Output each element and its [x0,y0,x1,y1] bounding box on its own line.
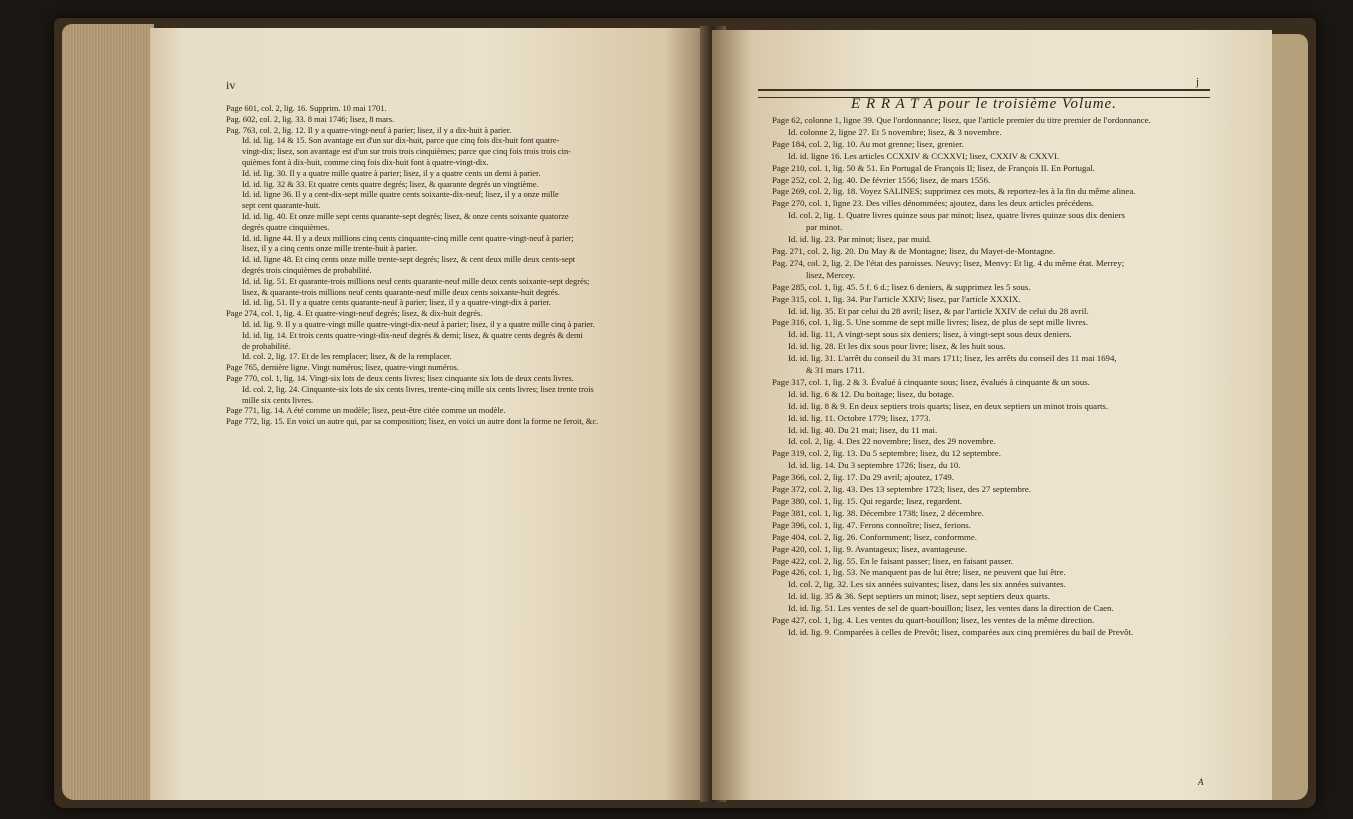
errata-line: Page 404, col. 2, lig. 26. Conformment; lisez, conformme. [772,531,977,542]
errata-line: Id. colonne 2, ligne 27. Et 5 novembre; lisez, & 3 novembre. [788,126,1002,137]
errata-line: Page 396, col. 1, lig. 47. Ferons connoître; lisez, ferions. [772,519,971,530]
errata-line: Id. id. lig. 32 & 33. Et quatre cents quatre degrés; lisez, & quarante degrés un vingtième. [242,178,539,189]
errata-line: Id. col. 2, lig. 32. Les six années suivantes; lisez, dans les six années suivantes. [788,579,1066,590]
errata-line: Id. id. ligne 36. Il y a cent-dix-sept mille quatre cents soixante-dix-neuf; lisez, il y a onze mille [242,189,559,200]
errata-line: Id. id. lig. 6 & 12. Du boitage; lisez, du botage. [788,388,955,399]
errata-line: lisez, & quarante-trois millions neuf cents quarante-neuf mille deux cents soixante-huit degrés. [242,286,560,297]
errata-line: Id. id. lig. 23. Par minot; lisez, par muid. [788,234,932,245]
errata-line: Id. id. lig. 9. Comparées à celles de Prevôt; lisez, comparées aux cinq premières du bail de Prevôt. [788,626,1134,637]
errata-line: Page 422, col. 2, lig. 55. En le faisant passer; lisez, en faisant passer. [772,555,1013,566]
errata-line: Page 210, col. 1, lig. 50 & 51. En Portugal de François II; lisez, de François II. En Portugal. [772,162,1095,173]
errata-title: E R R A T A pour le troisième Volume. [851,96,1117,112]
errata-line: Page 270, col. 1, ligne 23. Des villes dénommées; ajoutez, dans les deux articles précédens. [772,198,1094,209]
errata-line: degrés quatre cinquièmes. [242,221,330,232]
errata-line: Page 252, col. 2, lig. 40. De février 1556; lisez, de mars 1556. [772,174,991,185]
errata-line: Page 765, dernière ligne. Vingt numéros; lisez, quatre-vingt numéros. [226,362,459,373]
errata-line: Id. id. ligne 48. Et cinq cents onze mille trente-sept degrés; lisez, & cent deux mille deux cents-sept [242,254,576,265]
errata-line: Page 366, col. 2, lig. 17. Du 29 avril; ajoutez, 1749. [772,472,955,483]
errata-line: Id. id. lig. 40. Et onze mille sept cents quarante-sept degrés; lisez, & onze cents soixante quatorze [242,210,569,221]
errata-line: Id. id. lig. 14 & 15. Son avantage est d'un sur dix-huit, parce que cinq fois dix-huit font quatre- [242,135,560,146]
errata-line: Pag. 274, col. 2, lig. 2. De l'état des paroisses. Neuvy; lisez, Menvy: Et lig. 4 du même état. Merrey; [772,257,1125,268]
right-errata-text [772,115,1220,639]
errata-line: Id. col. 2, lig. 1. Quatre livres quinze sous par minot; lisez, quatre livres quinze sous dix deniers [788,210,1125,221]
errata-line: degrés trois cinquièmes de probabilité. [242,264,372,275]
errata-line: Page 420, col. 1, lig. 9. Avantageux; lisez, avantageuse. [772,543,968,554]
page-number: iv [226,78,236,92]
errata-line: & 31 mars 1711. [806,365,865,376]
errata-line: Page 372, col. 2, lig. 43. Des 13 septembre 1723; lisez, des 27 septembre. [772,484,1031,495]
errata-line: Id. id. ligne 16. Les articles CCXXIV & CCXXVI; lisez, CXXIV & CXXVI. [788,150,1060,161]
errata-line: Id. id. lig. 14. Du 3 septembre 1726; lisez, du 10. [788,460,961,471]
errata-line: Page 771, lig. 14. A été comme un modèle; lisez, peut-être citée comme un modèle. [226,405,506,416]
errata-line: lisez, il y a cinq cents onze mille trente-huit à parier. [242,243,418,254]
errata-line: Page 426, col. 1, lig. 53. Ne manquent pas de lui être; lisez, ne peuvent que lui être. [772,567,1066,578]
left-page-edges [62,24,154,800]
catchword: A [1198,777,1204,787]
errata-line: Id. id. lig. 30. Il y a quatre mille quatre à parier; lisez, il y a quatre cents un demi à parier. [242,167,541,178]
errata-line: Id. id. lig. 35. Et par celui du 28 avril; lisez, & par l'article XXIV de celui du 28 avril. [788,305,1089,316]
errata-line: vingt-dix; lisez, son avantage est d'un sur trois trois cinquièmes; parce que cinq fois trois trois cin- [242,146,571,157]
errata-line: Id. id. lig. 8 & 9. En deux septiers trois quarts; lisez, en deux septiers un minot trois quarts. [788,400,1109,411]
errata-line: Id. id. lig. 11. Octobre 1779; lisez, 1773. [788,412,931,423]
errata-line: Page 316, col. 1, lig. 5. Une somme de sept mille livres; lisez, de plus de sept mille livres. [772,317,1088,328]
errata-line: Id. col. 2, lig. 17. Et de les remplacer; lisez, & de la remplacer. [242,351,452,362]
errata-line: Id. id. lig. 31. L'arrêt du conseil du 31 mars 1711; lisez, les arrêts du conseil des 11 mai 1694, [788,353,1117,364]
errata-line: Id. id. ligne 44. Il y a deux millions cinq cents cinquante-cinq mille cent quatre-vingt-neuf à parier; [242,232,574,243]
errata-line: Page 317, col. 1, lig. 2 & 3. Évalué à cinquante sous; lisez, évalués à cinquante & un sous. [772,376,1090,387]
errata-line: Id. id. lig. 35 & 36. Sept septiers un minot; lisez, sept septiers deux quarts. [788,591,1050,602]
errata-line: Id. id. lig. 11, A vingt-sept sous six deniers; lisez, à vingt-sept sous deux deniers. [788,329,1072,340]
errata-line: par minot. [806,222,843,233]
errata-line: lisez, Mercey. [806,269,856,280]
errata-line: Page 274, col. 1, lig. 4. Et quatre-vingt-neuf degrés; lisez, & dix-huit degrés. [226,308,483,319]
errata-line: sept cent quarante-huit. [242,200,321,211]
errata-line: Page 772, lig. 15. En voici un autre qui, par sa composition; lisez, en voici un autre dont la forme ne feroit, &c. [226,416,599,427]
errata-line: Id. col. 2, lig. 4. Des 22 novembre; lisez, des 29 novembre. [788,436,996,447]
left-page [150,28,710,800]
signature-mark: j [1196,76,1200,88]
errata-line: Page 770, col. 1, lig. 14. Vingt-six lots de deux cents livres; lisez cinquante six lots de deux cents livres. [226,372,574,383]
errata-line: Page 184, col. 2, lig. 10. Au mot grenne; lisez, grenier. [772,138,964,149]
errata-line: Page 427, col. 1, lig. 4. Les ventes du quart-bouillon; lisez, les ventes de la même direction. [772,615,1095,626]
errata-line: Id. id. lig. 14. Et trois cents quatre-vingt-dix-neuf degrés & demi; lisez, & quatre cents degrés & demi [242,329,583,340]
errata-line: Id. col. 2, lig. 24. Cinquante-six lots de six cents livres, trente-cinq mille six cents livres; lisez trente trois [242,383,594,394]
errata-line: quièmes font à dix-huit, comme cinq fois dix-huit font à quatre-vingt-dix. [242,156,489,167]
errata-line: Page 269, col. 2, lig. 18. Voyez SALINES; supprimez ces mots, & reportez-les à la fin du même alinea. [772,186,1136,197]
errata-line: Pag. 763, col. 2, lig. 12. Il y a quatre-vingt-neuf à parier; lisez, il y a dix-huit à parier. [226,124,512,135]
errata-line: de probabilité. [242,340,291,351]
errata-line: Page 381, col. 1, lig. 38. Décembre 1738; lisez, 2 décembre. [772,507,984,518]
errata-line: Page 380, col. 1, lig. 15. Qui regarde; lisez, regardent. [772,496,963,506]
right-page [712,30,1272,800]
errata-line: Id. id. lig. 51. Et quarante-trois millions neuf cents quarante-neuf mille deux cents soixante-sept degrés; [242,275,590,286]
left-errata-text [226,103,694,427]
errata-line: Id. id. lig. 51. Il y a quatre cents quarante-neuf à parier; lisez, il y a quatre-vingt-dix à parier. [242,297,551,308]
errata-line: Id. id. lig. 51. Les ventes de sel de quart-bouillon; lisez, les ventes dans la direction de Caen. [788,603,1114,614]
errata-line: Pag. 271, col. 2, lig. 20. Du May & de Montagne; lisez, du Mayet-de-Montagne. [772,245,1056,256]
errata-line: Page 601, col. 2, lig. 16. Supprim. 10 mai 1701. [226,103,387,113]
errata-line: Page 315, col. 1, lig. 34. Par l'article XXIV; lisez, par l'article XXXIX. [772,293,1021,304]
errata-line: mille six cents livres. [242,394,314,405]
errata-line: Id. id. lig. 9. Il y a quatre-vingt mille quatre-vingt-dix-neuf à parier; lisez, il y a quatre mille cinq à parier. [242,318,595,329]
errata-line: Id. id. lig. 40. Du 21 mai; lisez, du 11 mai. [788,424,938,435]
errata-line: Page 319, col. 2, lig. 13. Du 5 septembre; lisez, du 12 septembre. [772,448,1001,459]
errata-line: Page 285, col. 1, lig. 45. 5 f. 6 d.; lisez 6 deniers, & supprimez les 5 sous. [772,281,1031,292]
errata-line: Page 62, colonne 1, ligne 39. Que l'ordonnance; lisez, que l'article premier du titre premier de l'ordonnance. [772,115,1151,125]
errata-line: Id. id. lig. 28. Et les dix sous pour livre; lisez, & les huit sous. [788,341,1006,352]
right-page-edges [1268,34,1308,800]
errata-line: Pag. 602, col. 2, lig. 33. 8 mai 1746; lisez, 8 mars. [226,113,395,124]
